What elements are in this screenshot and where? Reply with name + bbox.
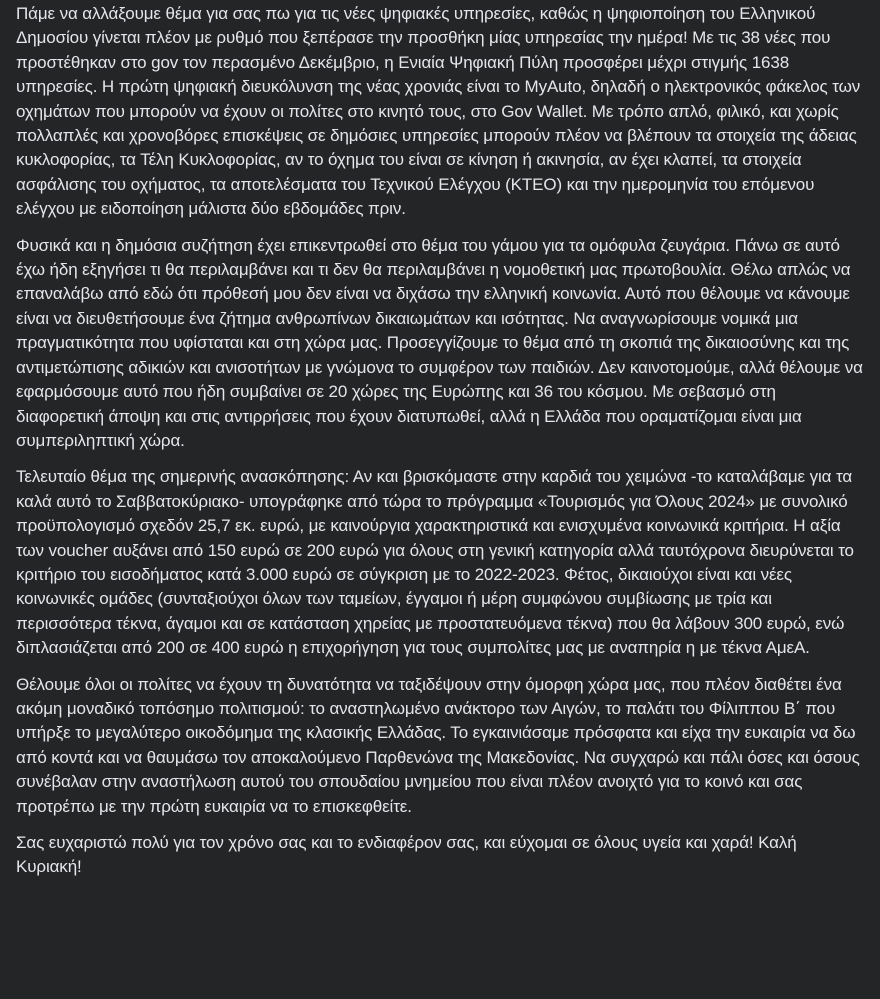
post-paragraph: Σας ευχαριστώ πολύ για τον χρόνο σας και το ενδιαφέρον σας, και εύχομαι σε όλους υγεία και χαρά! Καλή Κυριακή! [16, 833, 797, 877]
post-paragraph: Φυσικά και η δημόσια συζήτηση έχει επικεντρωθεί στο θέμα του γάμου για τα ομόφυλα ζευγάρια. Πάνω σε αυτό έχω ήδη εξηγήσει τι θα περιλαμβάνει και τι δεν θα περιλαμβάνει η νομοθετική μας πρωτοβουλία. Θέλω απλώς να επαναλάβω από εδώ ότι πρόθεσή μου δεν είναι να διχάσω την ελληνική κοινωνία. Αυτό που θέλουμε να κάνουμε είναι να διευθετήσουμε ένα ζήτημα ανθρωπίνων δικαιωμάτων και ισότητας. Να αναγνωρίσουμε νομικά μια πραγματικότητα που υφίσταται και στη χώρα μας. Προσεγγίζουμε το θέμα από τη σκοπιά της δικαιοσύνης και της αντιμετώπισης αδικιών και ανισοτήτων με γνώμονα το συμφέρον των παιδιών. Δεν καινοτομούμε, αλλά θέλουμε να εφαρμόσουμε αυτό που ήδη συμβαίνει σε 20 χώρες της Ευρώπης και 36 του κόσμου. Με σεβασμό στη διαφορετική άποψη και στις αντιρρήσεις που έχουν διατυπωθεί, αλλά η Ελλάδα που οραματίζομαι είναι μια συμπεριληπτική χώρα. [16, 235, 863, 450]
post-paragraph: Θέλουμε όλοι οι πολίτες να έχουν τη δυνατότητα να ταξιδέψουν στην όμορφη χώρα μας, που πλέον διαθέτει ένα ακόμη μοναδικό τοπόσημο πολιτισμού: το αναστηλωμένο ανάκτορο των Αιγών, το παλάτι του Φίλιππου Β΄ που υπήρξε το μεγαλύτερο οικοδόμημα της κλασικής Ελλάδας. Το εγκαινιάσαμε πρόσφατα και είχα την ευκαιρία να δω από κοντά και να θαυμάσω τον αποκαλούμενο Παρθενώνα της Μακεδονίας. Να συγχαρώ και πάλι όσες και όσους συνέβαλαν στην αναστήλωση αυτού του σπουδαίου μνημείου που είναι πλέον ανοιχτό για το κοινό και σας προτρέπω με την πρώτη ευκαιρία να το επισκεφθείτε. [16, 674, 860, 816]
post-paragraph: Τελευταίο θέμα της σημερινής ανασκόπησης: Αν και βρισκόμαστε στην καρδιά του χειμώνα -το καταλάβαμε για τα καλά αυτό το Σαββατοκύριακο- υπογράφηκε από τώρα το πρόγραμμα «Τουρισμός για Όλους 2024» με συνολικό προϋπολογισμό σχεδόν 25,7 εκ. ευρώ, με καινούργια χαρακτηριστικά και ενισχυμένα κοινωνικά κριτήρια. Η αξία των voucher αυξάνει από 150 ευρώ σε 200 ευρώ για όλους στη γενική κατηγορία αλλά ταυτόχρονα διευρύνεται το κριτήριο του εισοδήματος κατά 3.000 ευρώ σε σύγκριση με το 2022-2023. Φέτος, δικαιούχοι είναι και νέες κοινωνικές ομάδες (συνταξιούχοι όλων των ταμείων, έγγαμοι ή μέρη συμφώνου συμβίωσης με τρία και περισσότερα τέκνα, άγαμοι και σε κατάσταση χηρείας με προστατευόμενα τέκνα) που θα λάβουν 300 ευρώ, ενώ διπλασιάζεται από 200 σε 400 ευρώ η επιχορήγηση για τους συμπολίτες μας με αναπηρία η με τέκνα ΑμεΑ. [16, 467, 854, 658]
post-paragraph: Πάμε να αλλάξουμε θέμα για σας πω για τις νέες ψηφιακές υπηρεσίες, καθώς η ψηφιοποίηση του Ελληνικού Δημοσίου γίνεται πλέον με ρυθμό που ξεπέρασε την προσθήκη μίας υπηρεσίας την ημέρα! Με τις 38 νέες που προστέθηκαν στο gov τον περασμένο Δεκέμβριο, η Ενιαία Ψηφιακή Πύλη προσφέρει μέχρι στιγμής 1638 υπηρεσίες. Η πρώτη ψηφιακή διευκόλυνση της νέας χρονιάς είναι το MyAuto, δηλαδή ο ηλεκτρονικός φάκελος των οχημάτων που μπορούν να έχουν οι πολίτες στο κινητό τους, στο Gov Wallet. Με τρόπο απλό, φιλικό, και χωρίς πολλαπλές και χρονοβόρες επισκέψεις σε δημόσιες υπηρεσίες μπορούν πλέον να βλέπουν τα στοιχεία της άδειας κυκλοφορίας, τα Τέλη Κυκλοφορίας, αν το όχημα του είναι σε κίνηση ή ακινησία, αν έχει κλαπεί, τα στοιχεία ασφάλισης του οχήματος, τα αποτελέσματα του Τεχνικού Ελέγχου (ΚΤΕΟ) και την ημερομηνία του επόμενου ελέγχου με ειδοποίηση μάλιστα δύο εβδομάδες πριν. [16, 4, 861, 219]
